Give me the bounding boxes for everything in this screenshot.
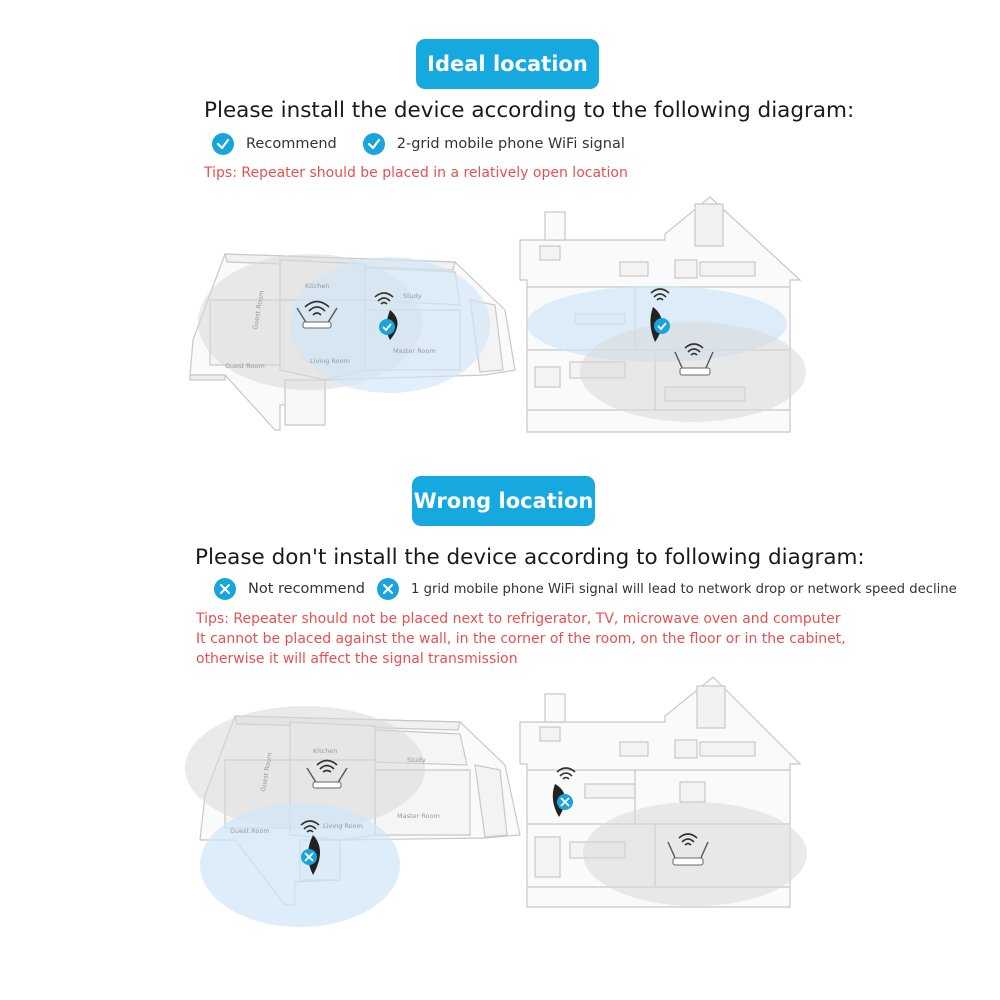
- check-icon: [363, 133, 385, 155]
- label-living-room: Living Room: [323, 822, 363, 830]
- legend-recommend: Recommend: [246, 136, 337, 152]
- check-icon: [212, 133, 234, 155]
- ideal-location-title: Ideal location: [416, 39, 599, 89]
- ideal-legend: [212, 133, 651, 155]
- check-icon: [654, 318, 670, 334]
- ideal-house-diagram: [515, 192, 805, 432]
- wrong-house-diagram: [515, 672, 805, 912]
- wrong-legend: [214, 578, 957, 600]
- label-study: Study: [403, 292, 422, 300]
- legend-1-grid-signal: 1 grid mobile phone WiFi signal will lead to network drop or network speed decline: [410, 581, 957, 597]
- label-guest-room: Guest Room: [225, 362, 265, 370]
- ideal-tip: Tips: Repeater should be placed in a relatively open location: [204, 165, 628, 181]
- legend-2-grid-signal: 2-grid mobile phone WiFi signal: [396, 136, 625, 152]
- label-guest-room-side: Guest Room: [259, 751, 274, 793]
- label-living-room: Living Room: [310, 357, 350, 365]
- router-coverage-zone: [583, 802, 807, 906]
- label-study: Study: [407, 756, 426, 764]
- label-master-room: Master Room: [397, 812, 440, 820]
- cross-icon: [214, 578, 236, 600]
- check-icon: [379, 319, 395, 335]
- cross-icon: [377, 578, 399, 600]
- wrong-floorplan-diagram: [195, 710, 525, 930]
- repeater-coverage-zone: [200, 803, 400, 927]
- wrong-headline: Please don't install the device according to following diagram:: [195, 545, 865, 570]
- ideal-headline: Please install the device according to the following diagram:: [204, 98, 855, 123]
- label-guest-room: Guest Room: [230, 827, 270, 835]
- label-master-room: Master Room: [393, 347, 436, 355]
- wrong-tip-line-2: It cannot be placed against the wall, in the corner of the room, on the floor or in the cabinet,: [196, 631, 846, 647]
- label-guest-room-side: Guest Room: [251, 289, 266, 331]
- wrong-location-title: Wrong location: [412, 476, 595, 526]
- label-kitchen: Kitchen: [313, 747, 338, 755]
- wrong-tip-line-3: otherwise it will affect the signal transmission: [196, 651, 518, 667]
- label-kitchen: Kitchen: [305, 282, 330, 290]
- legend-not-recommend: Not recommend: [248, 581, 365, 597]
- wrong-tip-line-1: Tips: Repeater should not be placed next to refrigerator, TV, microwave oven and computer: [196, 611, 841, 627]
- ideal-floorplan-diagram: [185, 240, 525, 435]
